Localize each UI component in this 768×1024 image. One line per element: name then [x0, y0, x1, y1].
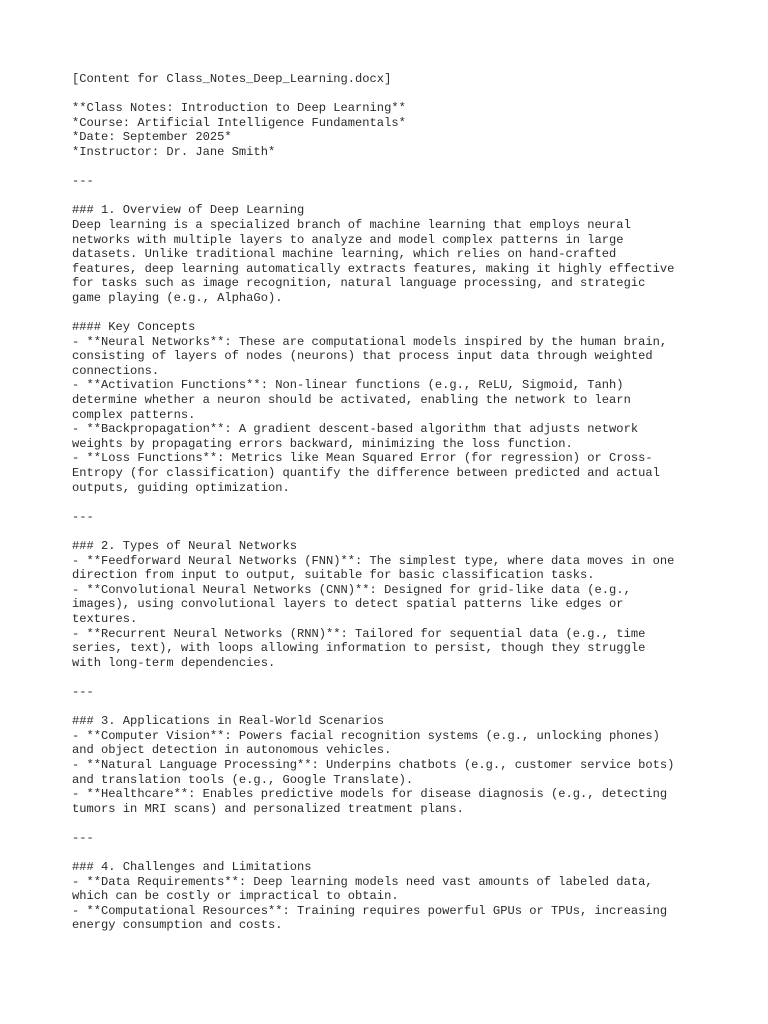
paragraph-line: networks with multiple layers to analyze and model complex patterns in large — [72, 232, 624, 247]
list-item-line: consisting of layers of nodes (neurons) that process input data through weighted — [72, 349, 653, 364]
list-item-line: - **Activation Functions**: Non-linear functions (e.g., ReLU, Sigmoid, Tanh) — [72, 378, 624, 393]
instructor-line: *Instructor: Dr. Jane Smith* — [72, 144, 276, 159]
list-item-line: determine whether a neuron should be activated, enabling the network to learn — [72, 393, 631, 408]
paragraph-line: game playing (e.g., AlphaGo). — [72, 290, 283, 305]
spacer — [72, 495, 712, 510]
section-heading: ### 2. Types of Neural Networks — [72, 539, 297, 553]
spacer — [72, 87, 712, 102]
list-item-line: - **Computer Vision**: Powers facial recognition systems (e.g., unlocking phones) — [72, 728, 660, 743]
paragraph-line: for tasks such as image recognition, natural language processing, and strategic — [72, 276, 646, 291]
document-header: [Content for Class_Notes_Deep_Learning.docx] — [72, 72, 392, 86]
spacer — [72, 670, 712, 685]
list-item-line: energy consumption and costs. — [72, 918, 283, 933]
list-item-line: - **Convolutional Neural Networks (CNN)**: Designed for grid-like data (e.g., — [72, 582, 631, 597]
list-item-line: weights by propagating errors backward, minimizing the loss function. — [72, 436, 573, 451]
list-item-line: - **Healthcare**: Enables predictive models for disease diagnosis (e.g., detecting — [72, 787, 668, 802]
paragraph-line: features, deep learning automatically extracts features, making it highly effective — [72, 261, 675, 276]
divider: --- — [72, 830, 94, 845]
subsection-heading: #### Key Concepts — [72, 320, 196, 335]
list-item-line: - **Recurrent Neural Networks (RNN)**: Tailored for sequential data (e.g., time — [72, 626, 646, 641]
spacer — [72, 189, 712, 204]
divider: --- — [72, 684, 94, 699]
divider: --- — [72, 174, 94, 189]
spacer — [72, 700, 712, 715]
section-heading: ### 1. Overview of Deep Learning — [72, 203, 305, 218]
list-item-line: and object detection in autonomous vehicles. — [72, 743, 392, 758]
list-item-line: - **Feedforward Neural Networks (FNN)**: The simplest type, where data moves in one — [72, 553, 675, 568]
list-item-line: - **Loss Functions**: Metrics like Mean Squared Error (for regression) or Cross- — [72, 451, 653, 466]
list-item-line: - **Neural Networks**: These are computational models inspired by the human brain, — [72, 334, 668, 349]
paragraph-line: datasets. Unlike traditional machine learning, which relies on hand-crafted — [72, 247, 617, 262]
list-item-line: series, text), with loops allowing information to persist, though they struggle — [72, 641, 646, 656]
list-item-line: tumors in MRI scans) and personalized treatment plans. — [72, 801, 464, 816]
list-item-line: images), using convolutional layers to detect spatial patterns like edges or — [72, 597, 624, 612]
section-heading: ### 3. Applications in Real-World Scenarios — [72, 714, 385, 729]
spacer — [72, 845, 712, 860]
list-item-line: textures. — [72, 611, 138, 626]
list-item-line: - **Natural Language Processing**: Underpins chatbots (e.g., customer service bots) — [72, 757, 675, 772]
spacer — [72, 306, 712, 321]
divider: --- — [72, 509, 94, 524]
list-item-line: - **Computational Resources**: Training requires powerful GPUs or TPUs, increasing — [72, 903, 668, 918]
section-heading: ### 4. Challenges and Limitations — [72, 860, 312, 875]
list-item-line: outputs, guiding optimization. — [72, 480, 290, 495]
spacer — [72, 524, 712, 539]
list-item-line: Entropy (for classification) quantify the difference between predicted and actual — [72, 466, 660, 481]
spacer — [72, 816, 712, 831]
list-item-line: which can be costly or impractical to obtain. — [72, 889, 399, 904]
course-line: *Course: Artificial Intelligence Fundamentals* — [72, 115, 406, 130]
list-item-line: - **Backpropagation**: A gradient descent-based algorithm that adjusts network — [72, 422, 639, 437]
date-line: *Date: September 2025* — [72, 130, 232, 145]
document-page — [72, 72, 712, 933]
spacer — [72, 160, 712, 175]
list-item-line: and translation tools (e.g., Google Translate). — [72, 772, 414, 787]
list-item-line: with long-term dependencies. — [72, 655, 276, 670]
list-item-line: direction from input to output, suitable for basic classification tasks. — [72, 568, 595, 583]
list-item-line: - **Data Requirements**: Deep learning models need vast amounts of labeled data, — [72, 874, 653, 889]
document-title: **Class Notes: Introduction to Deep Learning** — [72, 101, 406, 116]
list-item-line: complex patterns. — [72, 407, 196, 422]
list-item-line: connections. — [72, 363, 160, 378]
paragraph-line: Deep learning is a specialized branch of machine learning that employs neural — [72, 217, 631, 232]
